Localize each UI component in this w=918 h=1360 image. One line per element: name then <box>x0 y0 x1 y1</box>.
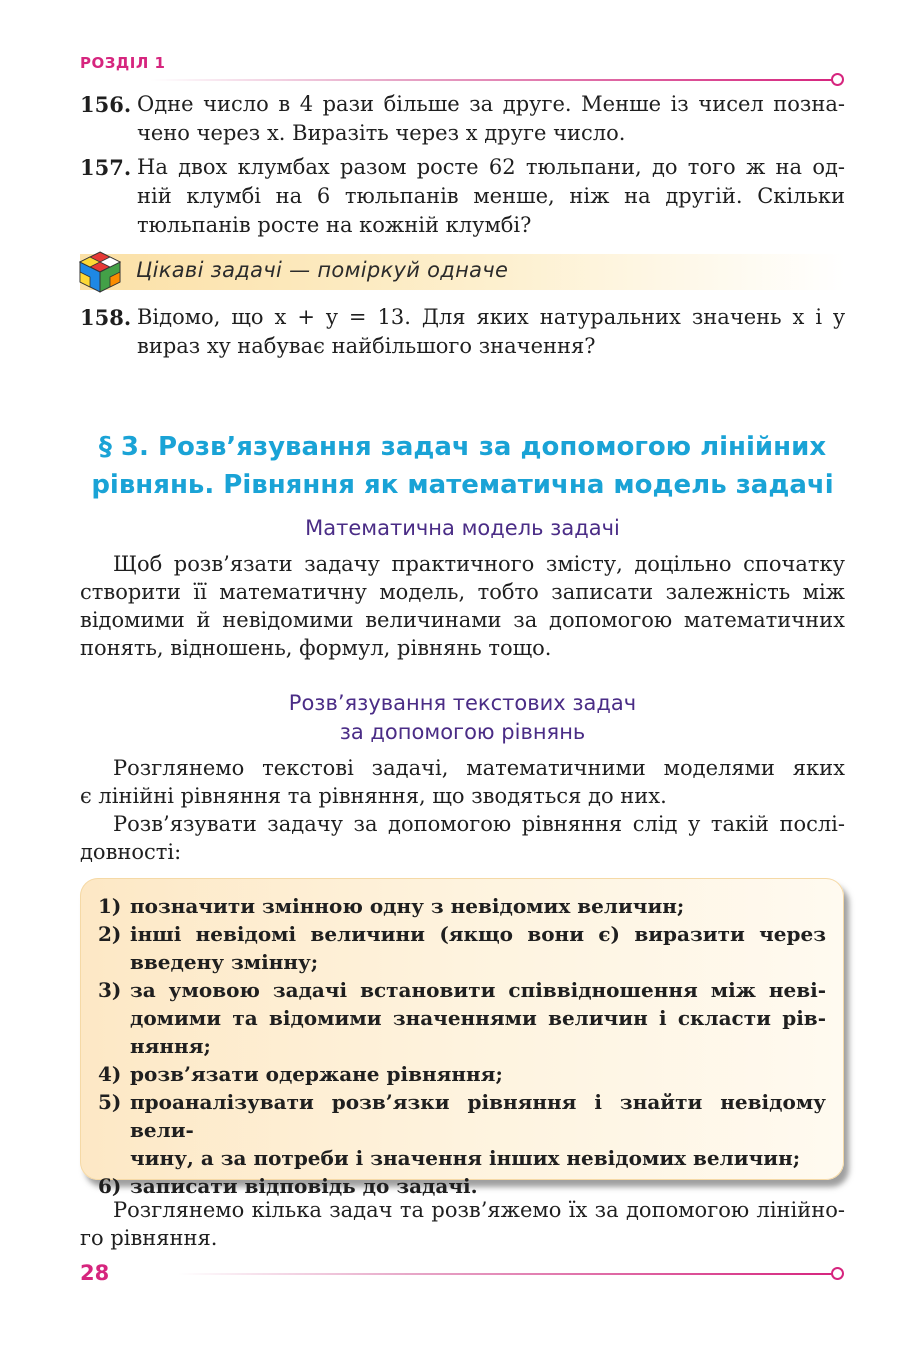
exercise-text-line: вираз xy набуває найбільшого значення? <box>137 334 596 358</box>
exercise-text-line: ній клумбі на 6 тюльпанів менше, ніж на другій. Скільки <box>137 184 845 208</box>
step-text-line: розв’язати одержане рівняння; <box>130 1062 503 1086</box>
footer-rule-circle <box>831 1267 844 1280</box>
step-number: 1) <box>98 894 122 918</box>
step-item <box>98 920 826 976</box>
step-text-line: за умовою задачі встановити співвідношення між неві- <box>130 978 826 1002</box>
exercise-text-line: чено через x. Виразіть через x друге число. <box>137 121 626 145</box>
rubiks-cube-icon <box>76 248 124 296</box>
paragraph-consider <box>80 754 845 810</box>
exercise-text-line: На двох клумбах разом росте 62 тюльпани, до того ж на од- <box>137 155 845 179</box>
step-text-line: домими та відомими значеннями величин і скласти рів- <box>130 1006 826 1030</box>
steps-box <box>80 878 844 1198</box>
step-item <box>98 976 826 1060</box>
footer-rule <box>178 1273 834 1275</box>
paragraph-final <box>80 1196 845 1252</box>
paragraph-line: довності: <box>80 840 182 864</box>
header-rule-circle <box>831 73 844 86</box>
step-item <box>98 1088 826 1172</box>
paragraph-line: є лінійні рівняння та рівняння, що зводяться до них. <box>80 784 667 808</box>
paragraph-line: Розглянемо текстові задачі, математичними моделями яких <box>113 756 845 780</box>
step-item <box>98 1060 826 1088</box>
step-number: 6) <box>98 1174 122 1198</box>
step-number: 4) <box>98 1062 122 1086</box>
step-number: 3) <box>98 978 122 1002</box>
exercise-156 <box>80 90 845 148</box>
subheading-math-model: Математична модель задачі <box>305 516 620 540</box>
interesting-tasks-banner <box>80 254 845 290</box>
step-number: 2) <box>98 922 122 946</box>
step-text-line: записати відповідь до задачі. <box>130 1174 478 1198</box>
banner-title: Цікаві задачі — поміркуй одначе <box>136 258 509 282</box>
exercise-number: 157. <box>80 155 132 180</box>
section-title-line: рівнянь. Рівняння як математична модель задачі <box>91 470 834 500</box>
subheading-solving-text-problems <box>80 689 845 747</box>
step-item <box>98 892 826 920</box>
chapter-label: РОЗДІЛ 1 <box>80 54 166 72</box>
section-title-line: § 3. Розв’язування задач за допомогою лінійних <box>98 432 827 462</box>
step-text-line: няння; <box>130 1034 211 1058</box>
step-text-line: проаналізувати розв’язки рівняння і знайти невідому вели- <box>130 1090 826 1142</box>
exercise-158 <box>80 303 845 361</box>
section-title <box>80 428 845 504</box>
paragraph-line: відомими й невідомими величинами за допомогою математичних <box>80 608 845 632</box>
paragraph-order <box>80 810 845 866</box>
step-text-line: інші невідомі величини (якщо вони є) виразити через <box>130 922 826 946</box>
subheading-line: Розв’язування текстових задач <box>288 691 637 715</box>
paragraph-line: го рівняння. <box>80 1226 218 1250</box>
step-text-line: чину, а за потреби і значення інших невідомих величин; <box>130 1146 801 1170</box>
exercise-text-line: Відомо, що x + y = 13. Для яких натуральних значень x і y <box>137 305 845 329</box>
exercise-number: 158. <box>80 305 132 330</box>
paragraph-math-model <box>80 550 845 662</box>
paragraph-line: понять, відношень, формул, рівнянь тощо. <box>80 636 552 660</box>
page-number: 28 <box>80 1261 110 1285</box>
exercise-text-line: Одне число в 4 рази більше за друге. Менше із чисел позна- <box>137 92 845 116</box>
paragraph-line: створити її математичну модель, тобто записати залежність між <box>80 580 845 604</box>
step-number: 5) <box>98 1090 122 1114</box>
exercise-number: 156. <box>80 92 132 117</box>
step-text-line: позначити змінною одну з невідомих величин; <box>130 894 685 918</box>
subheading-line: за допомогою рівнянь <box>339 720 586 744</box>
step-text-line: введену змінну; <box>130 950 319 974</box>
paragraph-line: Розв’язувати задачу за допомогою рівняння слід у такій послі- <box>113 812 845 836</box>
paragraph-line: Розглянемо кілька задач та розв’яжемо їх за допомогою лінійно- <box>113 1198 845 1222</box>
exercise-157 <box>80 153 845 240</box>
paragraph-line: Щоб розв’язати задачу практичного змісту, доцільно спочатку <box>113 552 845 576</box>
header-rule <box>150 79 834 81</box>
steps-list <box>98 892 826 1200</box>
exercise-text-line: тюльпанів росте на кожній клумбі? <box>137 213 532 237</box>
